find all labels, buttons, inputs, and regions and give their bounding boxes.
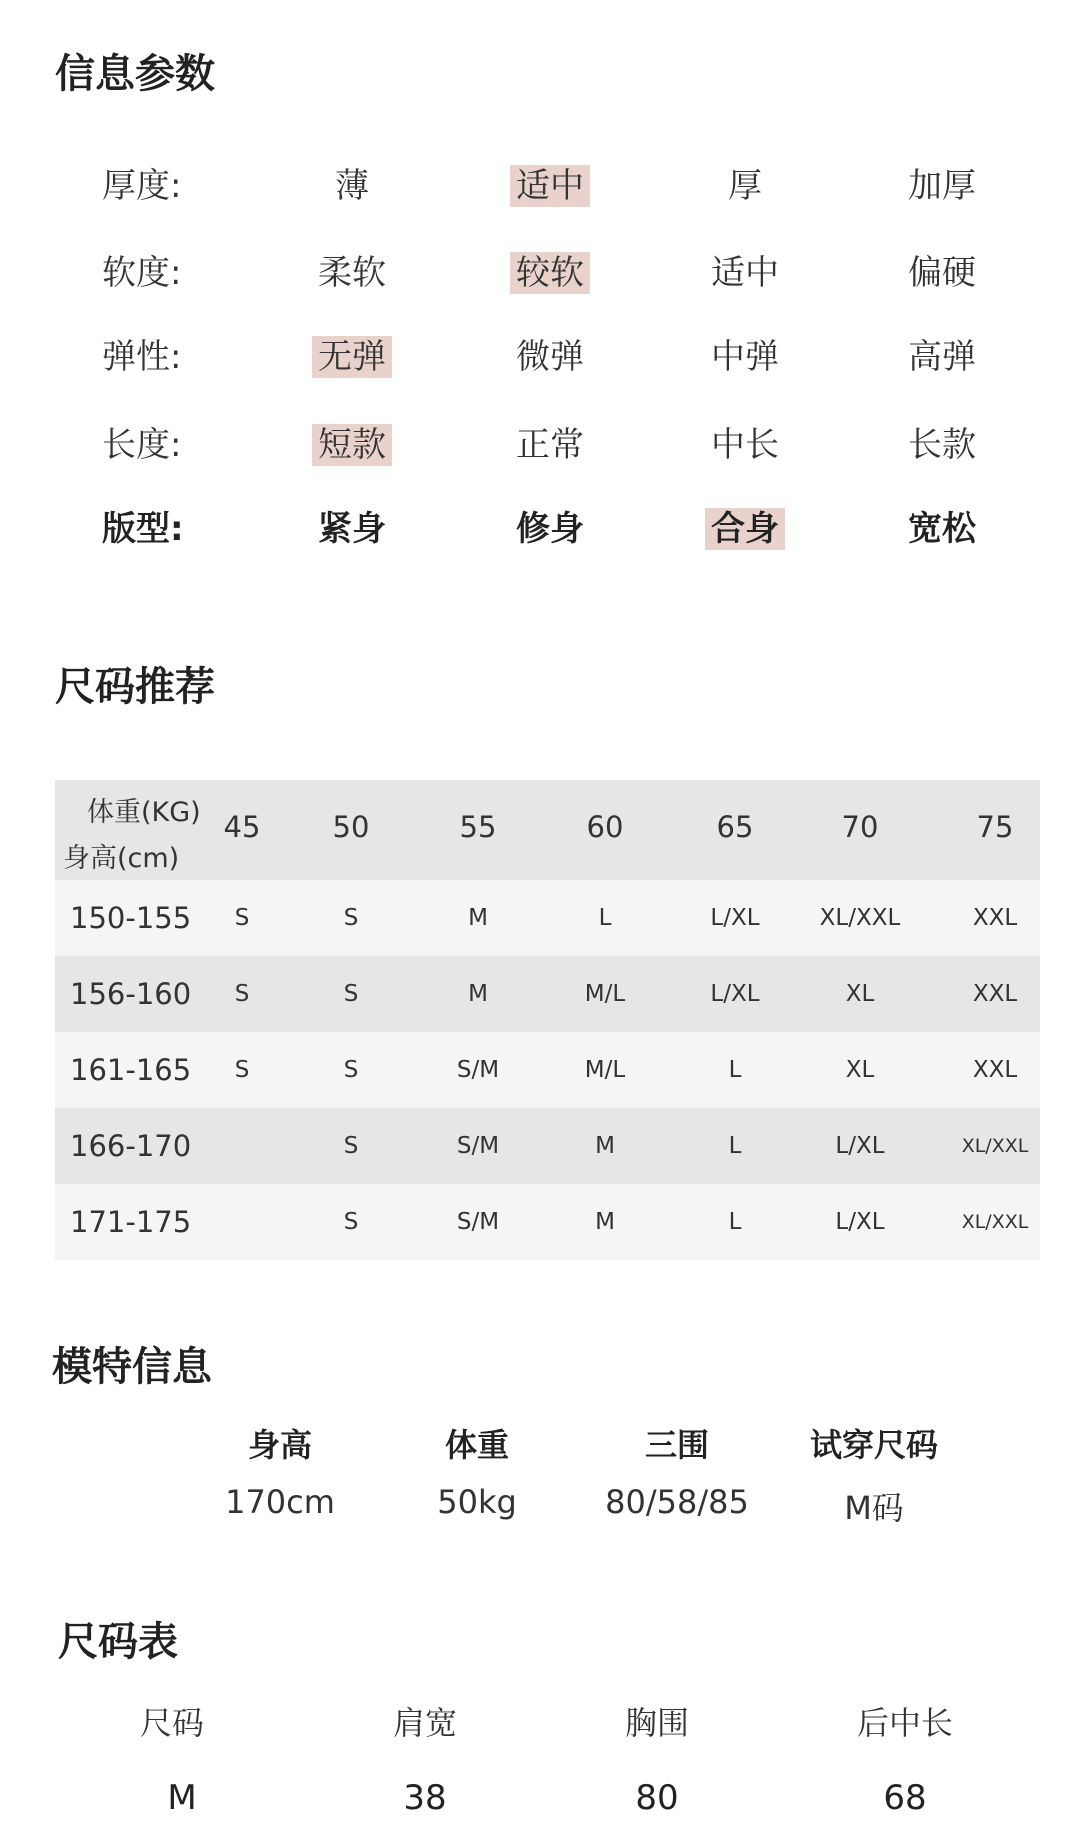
table-row (55, 956, 1040, 1032)
size-cell: M (468, 981, 488, 1007)
size-cell: S (343, 1209, 359, 1235)
table-row (55, 1108, 1040, 1184)
size-cell: XL/XXL (819, 905, 901, 931)
param-option: 长款 (908, 425, 976, 465)
param-option: 正常 (516, 425, 584, 465)
param-option: 柔软 (318, 253, 386, 293)
size-chart-value: 38 (403, 1778, 447, 1818)
param-option-selected: 合身 (705, 508, 785, 550)
param-label: 软度: (102, 253, 182, 293)
section-title-size-chart: 尺码表 (58, 1619, 178, 1665)
height-range-cell: 150-155 (70, 901, 192, 935)
weight-header: 60 (586, 810, 624, 844)
size-chart-header: 后中长 (856, 1704, 954, 1742)
param-option: 修身 (516, 509, 584, 549)
weight-header: 70 (841, 810, 879, 844)
size-cell: XL (845, 1057, 875, 1083)
size-recommendation-table (55, 780, 1040, 1260)
param-option: 适中 (711, 253, 779, 293)
model-value: 50kg (437, 1483, 517, 1521)
size-cell: M (595, 1209, 615, 1235)
model-header: 三围 (644, 1426, 710, 1464)
section-title-size-recommendation: 尺码推荐 (55, 664, 215, 710)
param-label: 弹性: (102, 337, 182, 377)
param-option-selected: 无弹 (312, 336, 392, 378)
size-cell: L/XL (710, 905, 760, 931)
table-header-row (55, 780, 1040, 880)
size-cell: S/M (456, 1057, 500, 1083)
size-cell: XXL (972, 905, 1018, 931)
model-header: 试穿尺码 (809, 1426, 939, 1464)
size-chart-header: 胸围 (624, 1704, 690, 1742)
size-cell: S (234, 981, 250, 1007)
section-title-model-info: 模特信息 (52, 1344, 212, 1390)
section-title-info: 信息参数 (55, 51, 215, 97)
table-row (55, 1184, 1040, 1260)
param-option: 紧身 (318, 509, 386, 549)
size-cell: XL/XXL (961, 1211, 1029, 1233)
size-cell: L (728, 1133, 742, 1159)
size-cell: XXL (972, 1057, 1018, 1083)
size-cell: XL (845, 981, 875, 1007)
weight-header: 50 (332, 810, 370, 844)
size-cell: L/XL (835, 1209, 885, 1235)
size-cell: L (598, 905, 612, 931)
weight-header: 55 (459, 810, 497, 844)
size-cell: S/M (456, 1209, 500, 1235)
height-range-cell: 156-160 (70, 977, 192, 1011)
size-cell: M (468, 905, 488, 931)
model-value: M码 (844, 1489, 904, 1527)
weight-axis-label: 体重(KG) (87, 797, 201, 828)
height-range-cell: 161-165 (70, 1053, 192, 1087)
param-option: 偏硬 (908, 253, 976, 293)
size-cell: M (595, 1133, 615, 1159)
size-chart-value: 68 (883, 1778, 927, 1818)
model-value: 170cm (225, 1483, 335, 1521)
size-cell: S (343, 981, 359, 1007)
size-cell: S (343, 1133, 359, 1159)
param-option: 中弹 (711, 337, 779, 377)
weight-header: 75 (976, 810, 1014, 844)
param-option-selected: 短款 (312, 424, 392, 466)
size-cell: XL/XXL (961, 1135, 1029, 1157)
height-axis-label: 身高(cm) (63, 843, 180, 874)
size-cell: S (343, 905, 359, 931)
table-row (55, 1032, 1040, 1108)
height-range-cell: 171-175 (70, 1205, 192, 1239)
param-label: 版型: (102, 509, 184, 549)
size-cell: L/XL (835, 1133, 885, 1159)
weight-header: 45 (223, 810, 261, 844)
size-cell: L (728, 1209, 742, 1235)
size-cell: M/L (584, 981, 626, 1007)
size-chart-value: 80 (635, 1778, 679, 1818)
size-cell: M/L (584, 1057, 626, 1083)
size-chart-header: 尺码 (139, 1704, 205, 1742)
size-cell: S (234, 905, 250, 931)
table-body (55, 880, 1040, 1260)
param-option: 加厚 (908, 166, 976, 206)
model-header: 体重 (444, 1426, 510, 1464)
param-option: 微弹 (516, 337, 584, 377)
param-option-selected: 适中 (510, 165, 590, 207)
size-cell: S/M (456, 1133, 500, 1159)
size-cell: S (343, 1057, 359, 1083)
size-cell: L (728, 1057, 742, 1083)
param-option: 薄 (335, 166, 369, 206)
size-cell: L/XL (710, 981, 760, 1007)
param-option-selected: 较软 (510, 252, 590, 294)
param-option: 中长 (711, 425, 779, 465)
model-header: 身高 (247, 1426, 313, 1464)
weight-header: 65 (716, 810, 754, 844)
height-range-cell: 166-170 (70, 1129, 192, 1163)
size-cell: XXL (972, 981, 1018, 1007)
param-label: 长度: (102, 425, 182, 465)
param-option: 宽松 (908, 509, 976, 549)
model-value: 80/58/85 (605, 1483, 749, 1521)
param-label: 厚度: (102, 166, 182, 206)
param-option: 厚 (728, 166, 762, 206)
size-cell: S (234, 1057, 250, 1083)
size-chart-header: 肩宽 (392, 1704, 458, 1742)
size-chart-value: M (167, 1778, 197, 1818)
table-row (55, 880, 1040, 956)
param-option: 高弹 (908, 337, 976, 377)
